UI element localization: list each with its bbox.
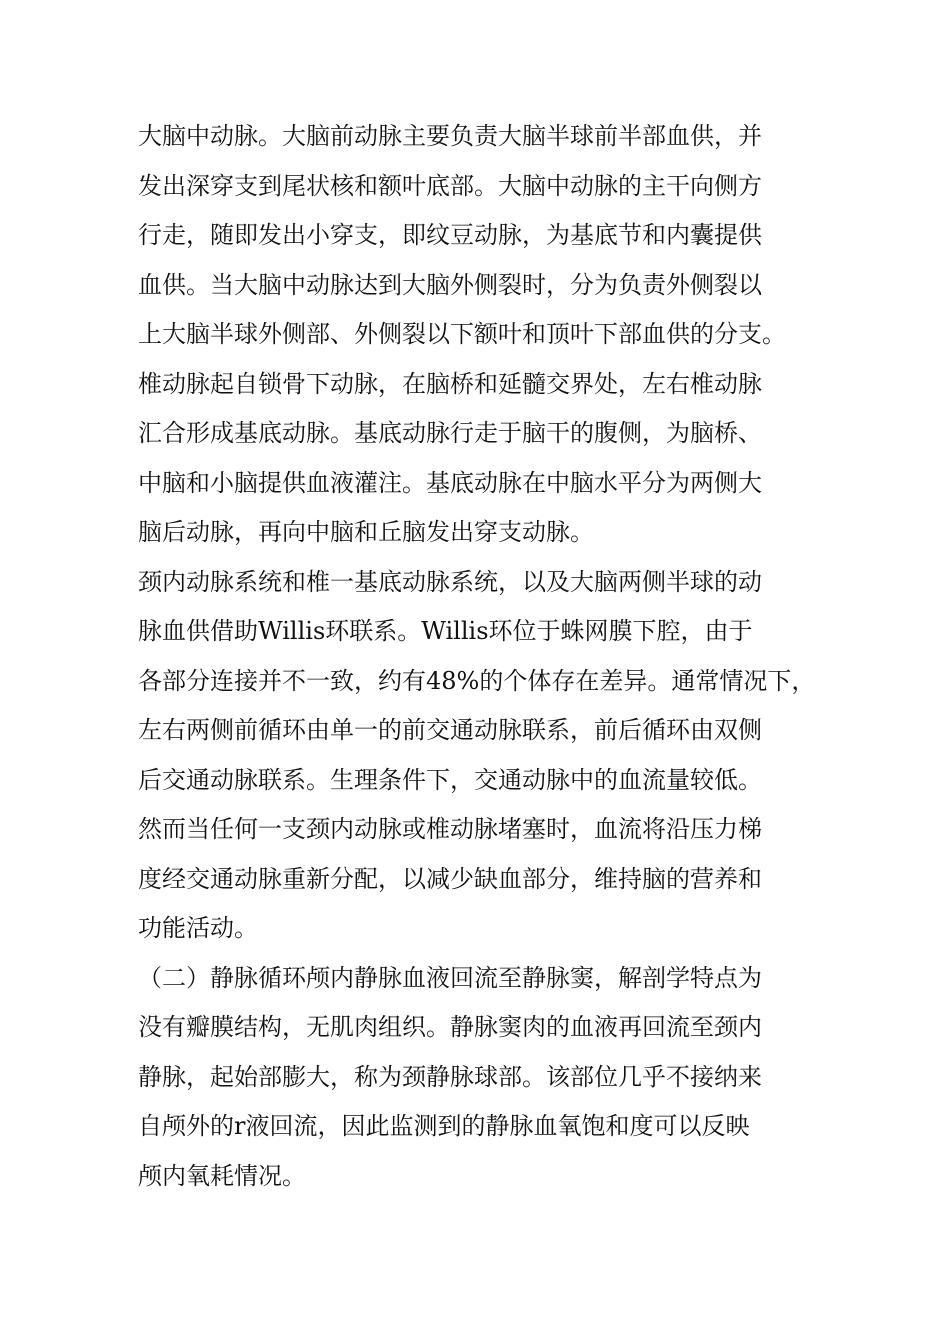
text-line: 上大脑半球外侧部、外侧裂以下额叶和顶叶下部血供的分支。 [138, 320, 786, 348]
text-line: 功能活动。 [138, 914, 258, 942]
text-line: （二）静脉循环颅内静脉血液回流至静脉窦，解剖学特点为 [138, 963, 762, 992]
text-line: 汇合形成基底动脉。基底动脉行走于脑干的腹侧，为脑桥、 [138, 419, 762, 447]
body-text [138, 112, 838, 1201]
text-line: 椎动脉起自锁骨下动脉，在脑桥和延髓交界处，左右椎动脉 [138, 369, 762, 398]
text-line: 左右两侧前循环由单一的前交通动脉联系，前后循环由双侧 [138, 716, 762, 744]
text-line: 自颅外的r液回流，因此监测到的静脉血氧饱和度可以反映 [138, 1112, 750, 1140]
text-line: 中脑和小脑提供血液灌注。基底动脉在中脑水平分为两侧大 [138, 468, 762, 497]
text-line: 度经交通动脉重新分配，以减少缺血部分，维持脑的营养和 [138, 864, 762, 893]
text-line: 然而当任何一支颈内动脉或椎动脉堵塞时，血流将沿压力梯 [138, 815, 762, 843]
text-line: 大脑中动脉。大脑前动脉主要负责大脑半球前半部血供，并 [138, 122, 762, 150]
text-line: 没有瓣膜结构，无肌肉组织。静脉窦肉的血液再回流至颈内 [138, 1013, 762, 1041]
text-line: 静脉，起始部膨大，称为颈静脉球部。该部位几乎不接纳来 [138, 1062, 762, 1091]
text-line: 脉血供借助Willis环联系。Willis环位于蛛网膜下腔，由于 [138, 617, 753, 645]
text-line: 颈内动脉系统和椎一基底动脉系统，以及大脑两侧半球的动 [138, 567, 762, 596]
text-line: 后交通动脉联系。生理条件下，交通动脉中的血流量较低。 [138, 765, 762, 794]
text-line: 血供。当大脑中动脉达到大脑外侧裂时，分为负责外侧裂以 [138, 270, 762, 299]
text-line: 发出深穿支到尾状核和额叶底部。大脑中动脉的主干向侧方 [138, 171, 762, 200]
text-line: 颅内氧耗情况。 [138, 1161, 306, 1190]
text-line: 行走，随即发出小穿支，即纹豆动脉，为基底节和内囊提供 [138, 221, 762, 249]
text-line: 各部分连接并不一致，约有48%的个体存在差异。通常情况下， [138, 666, 816, 695]
text-line: 脑后动脉，再向中脑和丘脑发出穿支动脉。 [138, 518, 594, 546]
